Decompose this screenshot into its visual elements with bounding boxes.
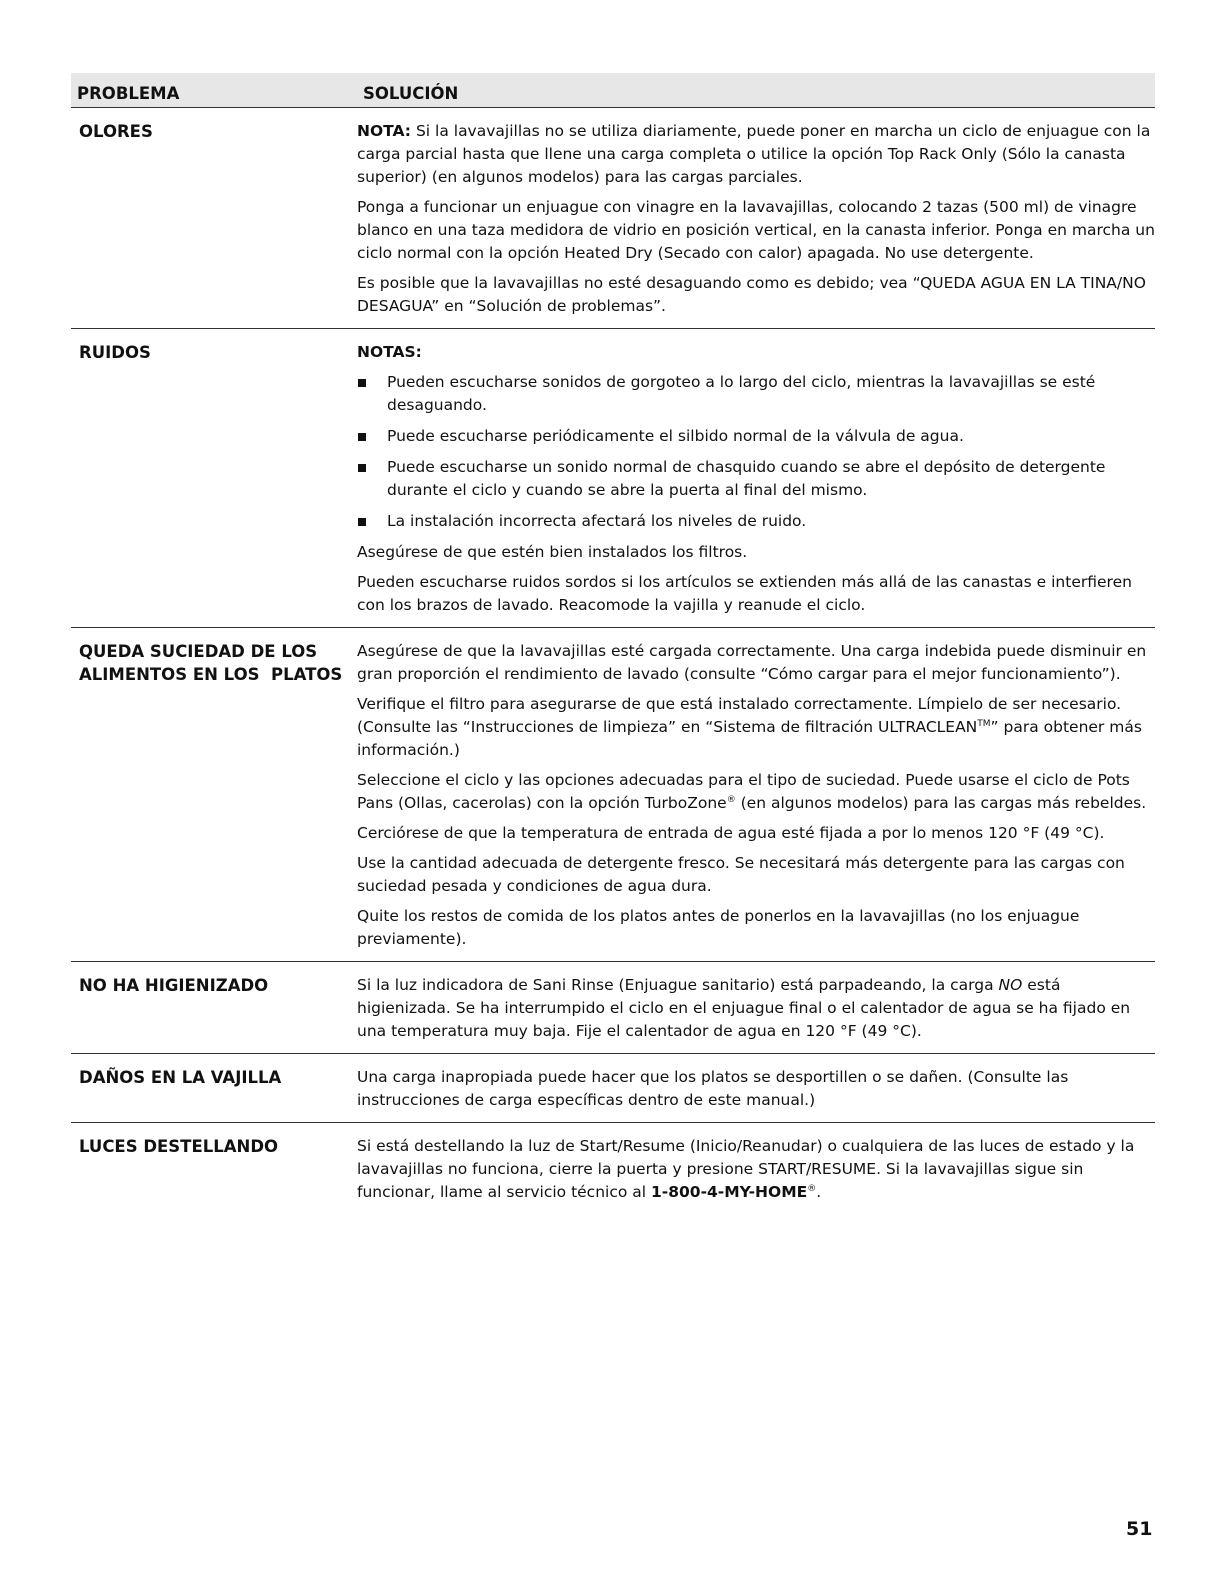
solution-cell bbox=[357, 640, 1155, 951]
trademark-mark: TM bbox=[977, 718, 991, 729]
table-row bbox=[71, 108, 1155, 329]
text-span: Verifique el filtro para asegurarse de que está instalado correctamente. Límpielo de ser necesario. (Consulte las “Instrucciones de limpieza” en “Sistema de filtración ULTRACLEAN bbox=[357, 695, 1122, 736]
text-span: Si la luz indicadora de Sani Rinse (Enjuague sanitario) está parpadeando, la carga bbox=[357, 976, 999, 994]
text-span: . bbox=[816, 1183, 822, 1201]
text-span: Si está destellando la luz de Start/Resume (Inicio/Reanudar) o cualquiera de las luces de estado y la lavavajillas no funciona, cierre la puerta y presione START/RESUME. Si la lavavajillas sigue sin funcionar, llame al servicio técnico al bbox=[357, 1137, 1135, 1201]
table-row bbox=[71, 1123, 1155, 1214]
solution-paragraph: Es posible que la lavavajillas no esté desaguando como es debido; vea “QUEDA AGUA EN LA TINA/NO DESAGUA” en “Solución de problemas”. bbox=[357, 274, 1146, 315]
solution-paragraph bbox=[357, 120, 1155, 189]
solution-paragraph: Asegúrese de que estén bien instalados los filtros. bbox=[357, 543, 748, 561]
problem-label-line: QUEDA SUCIEDAD DE LOS bbox=[79, 642, 318, 661]
solution-cell bbox=[357, 1135, 1155, 1204]
text-span: Seleccione el ciclo y las opciones adecuadas para el tipo de suciedad. Puede usarse el ciclo de Pots Pans (Ollas, cacerolas) con la opción TurboZone bbox=[357, 771, 1130, 812]
solution-paragraph: Ponga a funcionar un enjuague con vinagre en la lavavajillas, colocando 2 tazas (500 ml) de vinagre blanco en una taza medidora de vidrio en posición vertical, en la canasta inferior. Ponga en marcha un ciclo normal con la opción Heated Dry (Secado con calor) apagada. No use detergente. bbox=[357, 198, 1155, 262]
note-label: NOTA: bbox=[357, 122, 412, 140]
solution-paragraph bbox=[357, 693, 1155, 762]
solution-cell bbox=[357, 341, 1155, 617]
solution-paragraph bbox=[357, 974, 1155, 1043]
page-number: 51 bbox=[1126, 1518, 1153, 1540]
solution-paragraph bbox=[357, 769, 1155, 815]
problem-label bbox=[71, 640, 357, 951]
text-span: (en algunos modelos) para las cargas más rebeldes. bbox=[735, 794, 1147, 812]
solution-paragraph bbox=[357, 1135, 1155, 1204]
note-text: Si la lavavajillas no se utiliza diariamente, puede poner en marcha un ciclo de enjuague con la carga parcial hasta que llene una carga completa o utilice la opción Top Rack Only (Sólo la canasta superior) (en algunos modelos) para las cargas parciales. bbox=[357, 122, 1151, 186]
solution-paragraph: Asegúrese de que la lavavajillas esté cargada correctamente. Una carga indebida puede disminuir en gran proporción el rendimiento de lavado (consulte “Cómo cargar para el mejor funcionamiento”). bbox=[357, 642, 1147, 683]
bullet-item: Puede escucharse periódicamente el silbido normal de la válvula de agua. bbox=[357, 425, 1155, 448]
problem-label: OLORES bbox=[79, 122, 153, 141]
header-solucion: SOLUCIÓN bbox=[363, 84, 459, 103]
solution-cell bbox=[357, 1066, 1155, 1112]
problem-label: NO HA HIGIENIZADO bbox=[79, 976, 269, 995]
table-row bbox=[71, 628, 1155, 962]
bullet-item: La instalación incorrecta afectará los niveles de ruido. bbox=[357, 510, 1155, 533]
solution-paragraph: Use la cantidad adecuada de detergente fresco. Se necesitará más detergente para las cargas con suciedad pesada y condiciones de agua dura. bbox=[357, 854, 1125, 895]
bullet-item: Puede escucharse un sonido normal de chasquido cuando se abre el depósito de detergente durante el ciclo y cuando se abre la puerta al final del mismo. bbox=[357, 456, 1155, 502]
bullet-item: Pueden escucharse sonidos de gorgoteo a lo largo del ciclo, mientras la lavavajillas se esté desaguando. bbox=[357, 371, 1155, 417]
notes-label-text: NOTAS: bbox=[357, 343, 422, 361]
solution-paragraph: Quite los restos de comida de los platos antes de ponerlos en la lavavajillas (no los enjuague previamente). bbox=[357, 907, 1080, 948]
table-row bbox=[71, 1054, 1155, 1123]
table-row bbox=[71, 962, 1155, 1054]
notes-label bbox=[357, 341, 1155, 364]
problem-label: LUCES DESTELLANDO bbox=[79, 1137, 279, 1156]
solution-paragraph: Pueden escucharse ruidos sordos si los artículos se extienden más allá de las canastas e interfieren con los brazos de lavado. Reacomode la vajilla y reanude el ciclo. bbox=[357, 573, 1132, 614]
header-problema: PROBLEMA bbox=[77, 84, 180, 103]
registered-mark: ® bbox=[726, 794, 736, 805]
problem-label-line: ALIMENTOS EN LOS PLATOS bbox=[79, 665, 343, 684]
solution-paragraph: Una carga inapropiada puede hacer que los platos se desportillen o se dañen. (Consulte las instrucciones de carga específicas dentro de este manual.) bbox=[357, 1068, 1069, 1109]
problem-label: DAÑOS EN LA VAJILLA bbox=[79, 1068, 282, 1087]
bullet-list bbox=[357, 371, 1155, 533]
emphasis-text: NO bbox=[998, 976, 1023, 994]
table-header bbox=[71, 73, 1155, 108]
text-span: está higienizada. Se ha interrumpido el ciclo en el enjuague final o el calentador de agua se ha fijado en una temperatura muy baja. Fije el calentador de agua en 120 °F (49 °C). bbox=[357, 976, 1131, 1040]
text-span: ” para obtener más información.) bbox=[357, 718, 1142, 759]
solution-paragraph: Cerciórese de que la temperatura de entrada de agua esté fijada a por lo menos 120 °F (49 °C). bbox=[357, 824, 1105, 842]
problem-label: RUIDOS bbox=[79, 343, 151, 362]
solution-cell bbox=[357, 120, 1155, 318]
registered-mark: ® bbox=[807, 1183, 817, 1194]
table-row bbox=[71, 329, 1155, 628]
solution-cell bbox=[357, 974, 1155, 1043]
troubleshooting-table bbox=[71, 73, 1155, 1214]
phone-number: 1-800-4-MY-HOME bbox=[651, 1183, 808, 1201]
